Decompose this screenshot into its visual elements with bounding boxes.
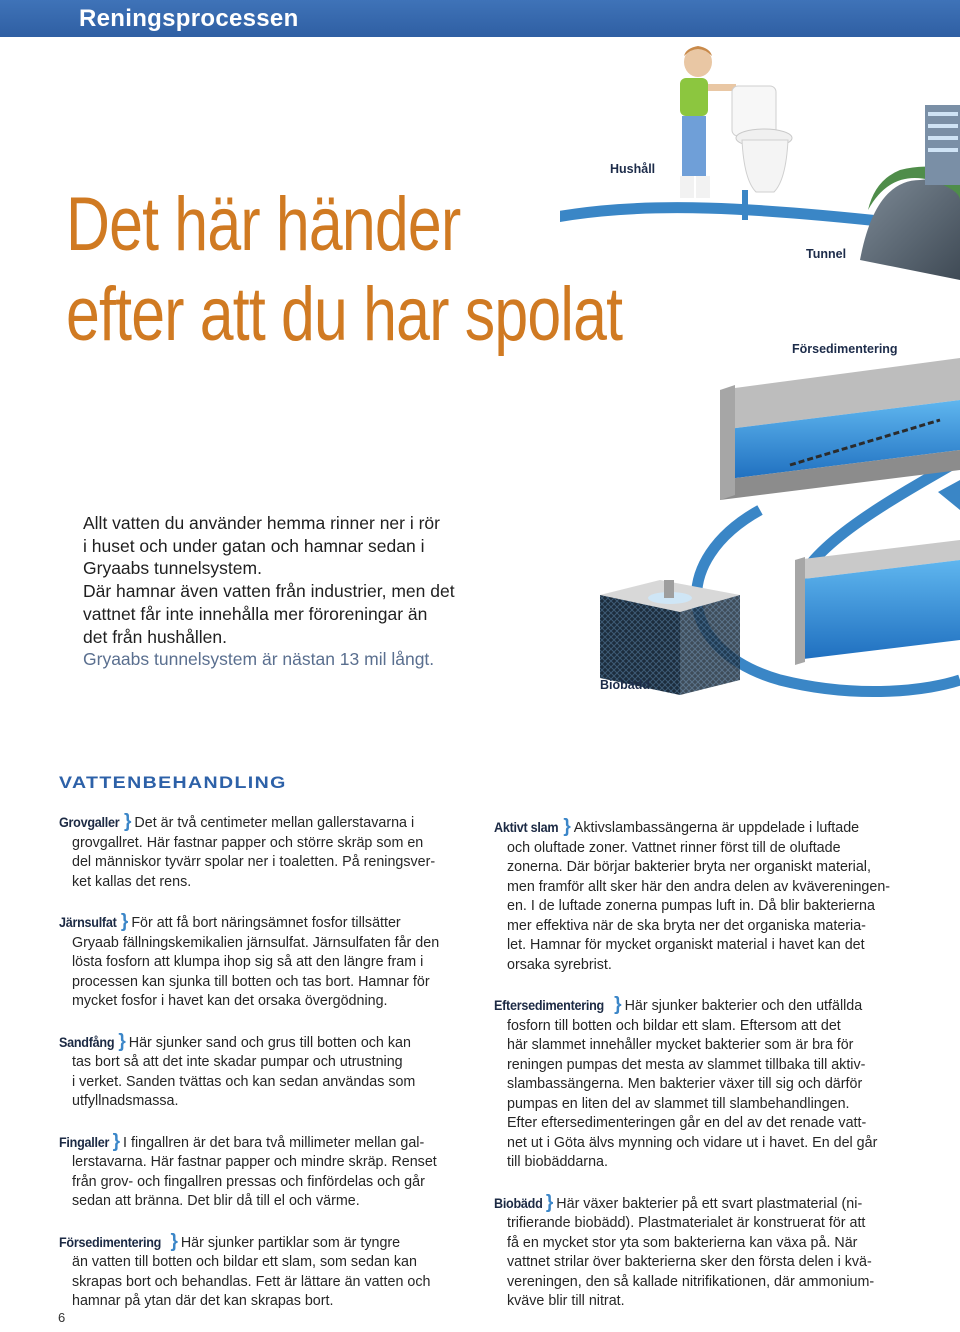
- treatment-term: Fingaller: [59, 1133, 110, 1150]
- intro-line: Gryaabs tunnelsystem.: [83, 558, 262, 579]
- treatment-line: zonerna. Där börjar bakterier bryta ner organiskt material,: [507, 859, 871, 875]
- treatment-text: Här sjunker partiklar som är tyngre: [180, 1234, 401, 1251]
- treatment-line: få en mycket stor yta som bakterierna kan växa på. När: [507, 1234, 858, 1251]
- treatment-line: ket kallas det rens.: [72, 873, 192, 890]
- treatment-line: trifierande biobädd). Plastmaterialet är konstruerat för att: [507, 1215, 866, 1231]
- treatment-line: [494, 1193, 914, 1215]
- treatment-term: Eftersedimentering: [494, 997, 604, 1013]
- treatment-line: Gryaab fällningskemikalien järnsulfat. Järnsulfaten får den: [72, 934, 440, 951]
- treatment-line: Efter eftersedimenteringen går en del av det renade vatt-: [507, 1115, 867, 1131]
- treatment-step: [59, 912, 479, 1012]
- treatment-step: [494, 995, 914, 1173]
- brace-icon: }: [118, 1030, 126, 1052]
- section-title: Reningsprocessen: [79, 5, 299, 32]
- brace-icon: }: [124, 811, 132, 832]
- treatment-line: [494, 817, 914, 839]
- treatment-term: Aktivt slam: [494, 819, 559, 835]
- treatment-line: [494, 995, 914, 1017]
- brace-icon: }: [112, 1130, 121, 1152]
- headline-line-2: efter att du har spolat: [66, 272, 623, 357]
- treatment-line: hamnar på ytan där det kan skrapas bort.: [72, 1293, 334, 1309]
- treatment-step: [59, 1232, 479, 1312]
- treatment-text: Här växer bakterier på ett svart plastmaterial (ni-: [556, 1195, 863, 1212]
- treatment-line: än vatten till botten och bildar ett slam, som sedan kan: [72, 1254, 417, 1270]
- intro-line: Gryaabs tunnelsystem är nästan 13 mil långt.: [83, 649, 435, 670]
- treatment-line: orsaka syrebrist.: [507, 956, 612, 973]
- treatment-line: let. Hamnar för mycket organiskt material i havet kan det: [507, 937, 865, 953]
- treatment-term: Järnsulfat: [59, 914, 117, 930]
- treatment-line: vereningen, den så kallade nitrifikationen, där ammonium-: [507, 1273, 875, 1290]
- brace-icon: }: [614, 994, 622, 1015]
- treatment-line: [59, 812, 479, 834]
- treatment-line: [59, 1232, 479, 1254]
- treatment-text: I fingallren är det bara två millimeter mellan gal-: [123, 1134, 425, 1151]
- label-household: Hushåll: [610, 162, 656, 176]
- treatment-line: från grov- och fingallren pressas och finfördelas och går: [72, 1173, 425, 1190]
- process-illustration: [560, 40, 960, 720]
- activated-sludge-basin: [795, 540, 960, 665]
- treatment-term: Biobädd: [494, 1194, 543, 1211]
- intro-line: i huset och under gatan och hamnar sedan i: [83, 535, 425, 556]
- process-diagram: [560, 40, 960, 720]
- treatment-column-right: [494, 817, 914, 1332]
- treatment-line: [59, 912, 479, 934]
- page-headline: [66, 180, 626, 360]
- treatment-text: För att få bort näringsämnet fosfor tillsätter: [131, 915, 401, 931]
- treatment-step: [59, 812, 479, 892]
- household-scene: [680, 46, 792, 220]
- treatment-line: här slammet innehåller mycket bakterier som är bra för: [507, 1037, 854, 1053]
- label-tunnel: Tunnel: [806, 247, 847, 261]
- treatment-line: sedan att bränna. Det blir då till el och värme.: [72, 1193, 360, 1209]
- label-biobed: Biobädd: [600, 678, 650, 692]
- intro-line: det från hushållen.: [83, 626, 227, 647]
- headline-line-1: Det här händer: [66, 182, 461, 267]
- brace-icon: }: [563, 816, 571, 837]
- treatment-line: [59, 1132, 479, 1154]
- treatment-line: och oluftade zoner. Vattnet rinner först till de oluftade: [507, 839, 841, 856]
- brace-icon: }: [170, 1230, 178, 1252]
- treatment-step: [494, 1193, 914, 1312]
- treatment-step: [494, 817, 914, 975]
- treatment-line: i verket. Sanden tvättas och kan sedan användas som: [72, 1073, 416, 1090]
- treatment-line: utfyllnadsmassa.: [72, 1093, 179, 1109]
- treatment-line: men framför allt sker här den andra delen av kvävereningen-: [507, 878, 891, 895]
- treatment-line: grovgallret. Här fastnar papper och större skräp som en: [72, 834, 424, 851]
- treatment-line: reningen pumpas det mesta av slammet tillbaka till aktiv-: [507, 1056, 866, 1073]
- treatment-line: till biobäddarna.: [507, 1154, 608, 1170]
- tunnel-rock: [860, 105, 960, 280]
- page-number: 6: [58, 1310, 66, 1325]
- treatment-line: [59, 1032, 479, 1054]
- treatment-step: [59, 1032, 479, 1112]
- intro-text: [83, 512, 523, 671]
- treatment-line: del människor tyvärr spolar ner i toaletten. På reningsver-: [72, 854, 436, 870]
- treatment-line: tas bort så att det inte skadar pumpar och utrustning: [72, 1054, 403, 1070]
- treatment-line: net ut i Göta älvs mynning och vidare ut i havet. En del går: [507, 1134, 878, 1151]
- treatment-line: pumpas en liten del av slammet till slambehandlingen.: [507, 1095, 850, 1112]
- treatment-text: Aktivslambassängerna är uppdelade i luftade: [573, 820, 860, 836]
- treatment-line: en. I de luftade zonerna pumpas luft in. Då blir bakterierna: [507, 898, 875, 914]
- treatment-line: mer effektiva när de ska bryta ner det organiska materia-: [507, 917, 866, 934]
- label-presedimentation: Försedimentering: [792, 342, 898, 356]
- treatment-line: fosforn till botten och bildar ett slam. Eftersom att det: [507, 1017, 841, 1034]
- treatment-term: Försedimentering: [59, 1233, 162, 1250]
- intro-line: Där hamnar även vatten från industrier, men det: [83, 581, 455, 602]
- treatment-term: Grovgaller: [59, 814, 120, 830]
- treatment-line: mycket fosfor i havet kan det orsaka övergödning.: [72, 993, 388, 1009]
- intro-line: Allt vatten du använder hemma rinner ner i rör: [83, 513, 440, 533]
- treatment-column-left: [59, 812, 479, 1332]
- treatment-line: kväve blir till nitrat.: [507, 1293, 625, 1309]
- intro-line: vattnet får inte innehålla mer föroreningar än: [83, 603, 428, 624]
- treatment-term: Sandfång: [59, 1033, 115, 1050]
- treatment-text: Här sjunker sand och grus till botten och kan: [128, 1034, 411, 1051]
- treatment-line: slambassängerna. Men bakterier växer till sig och därför: [507, 1076, 863, 1092]
- treatment-line: skrapas bort och behandlas. Fett är lättare än vatten och: [72, 1273, 431, 1290]
- brace-icon: }: [545, 1191, 554, 1213]
- brace-icon: }: [120, 911, 129, 932]
- treatment-line: processen kan sjunka till botten och tas bort. Hamnar för: [72, 973, 430, 990]
- treatment-text: Det är två centimeter mellan gallerstavarna i: [134, 815, 415, 831]
- treatment-line: lösta fosforn att klumpa ihop sig så att den längre fram i: [72, 954, 424, 970]
- treatment-heading: VATTENBEHANDLING: [59, 773, 287, 792]
- treatment-step: [59, 1132, 479, 1212]
- treatment-line: vattnet strilar över bakterierna sker den första delen i kvä-: [507, 1254, 872, 1270]
- treatment-text: Här sjunker bakterier och den utfällda: [624, 998, 863, 1014]
- flow-arrowhead: [938, 480, 960, 510]
- header-bar: [0, 0, 960, 37]
- treatment-line: lerstavarna. Här fastnar papper och mindre skräp. Renset: [72, 1154, 437, 1170]
